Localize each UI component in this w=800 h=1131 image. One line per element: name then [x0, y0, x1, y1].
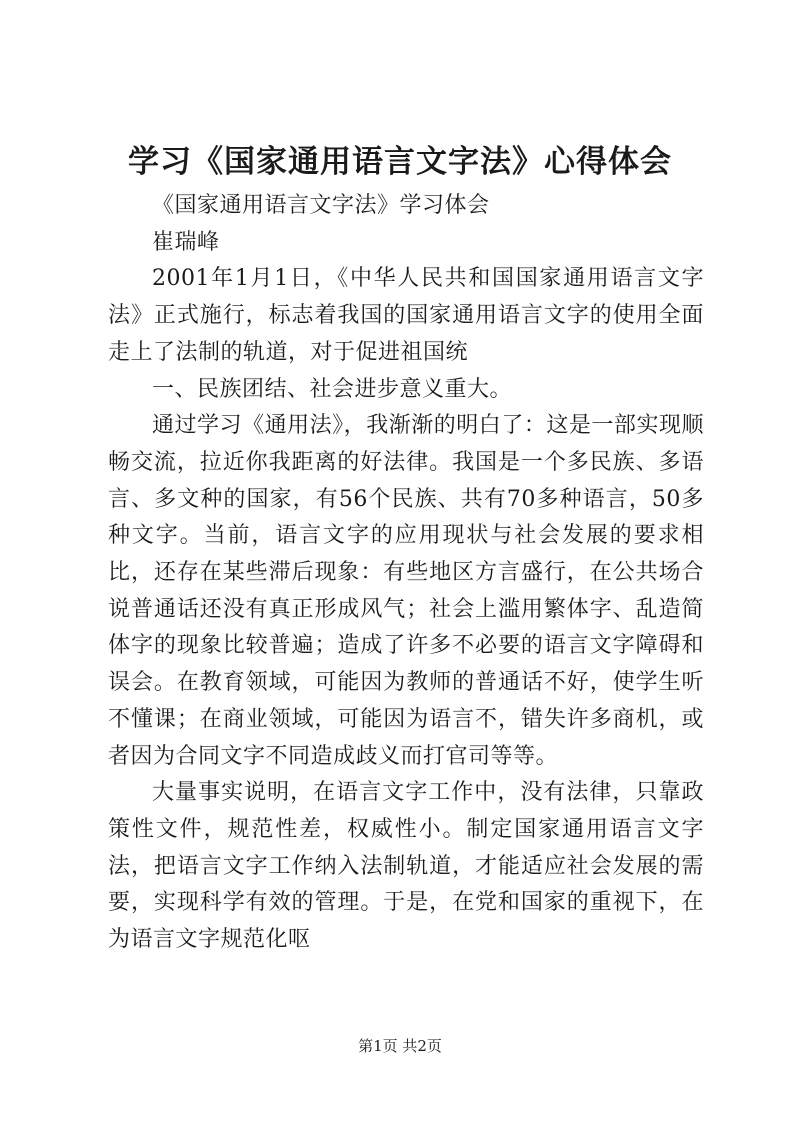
document-body: [108, 188, 704, 959]
page-footer: 第1页 共2页: [358, 1037, 442, 1055]
body-paragraph: 通过学习《通用法》，我渐渐的明白了：这是一部实现顺畅交流，拉近你我距离的好法律。我国是一个多民族、多语言、多文种的国家，有56个民族、共有70多种语言，50多种文字。当前，语言文字的应用现状与社会发展的要求相比，还存在某些滞后现象：有些地区方言盛行，在公共场合说普通话还没有真正形成风气；社会上滥用繁体字、乱造简体字的现象比较普遍；造成了许多不必要的语言文字障碍和误会。在教育领域，可能因为教师的普通话不好，使学生听不懂课；在商业领域，可能因为语言不，错失许多商机，或者因为合同文字不同造成歧义而打官司等等。: [108, 413, 704, 769]
body-paragraph: 2001年1月1日，《中华人民共和国国家通用语言文字法》正式施行，标志着我国的国家通用语言文字的使用全面走上了法制的轨道，对于促进祖国统: [108, 266, 704, 365]
page-title: 学习《国家通用语言文字法》心得体会: [128, 144, 672, 180]
body-paragraph: 大量事实说明，在语言文字工作中，没有法律，只靠政策性文件，规范性差，权威性小。制定国家通用语言文字法，把语言文字工作纳入法制轨道，才能适应社会发展的需要，实现科学有效的管理。于是，在党和国家的重视下，在为语言文字规范化呕: [108, 780, 704, 953]
author-paragraph: 崔瑞峰: [152, 229, 220, 255]
body-paragraph: 一、民族团结、社会进步意义重大。: [152, 376, 513, 402]
subtitle-paragraph: 《国家通用语言文字法》学习体会: [152, 193, 490, 218]
